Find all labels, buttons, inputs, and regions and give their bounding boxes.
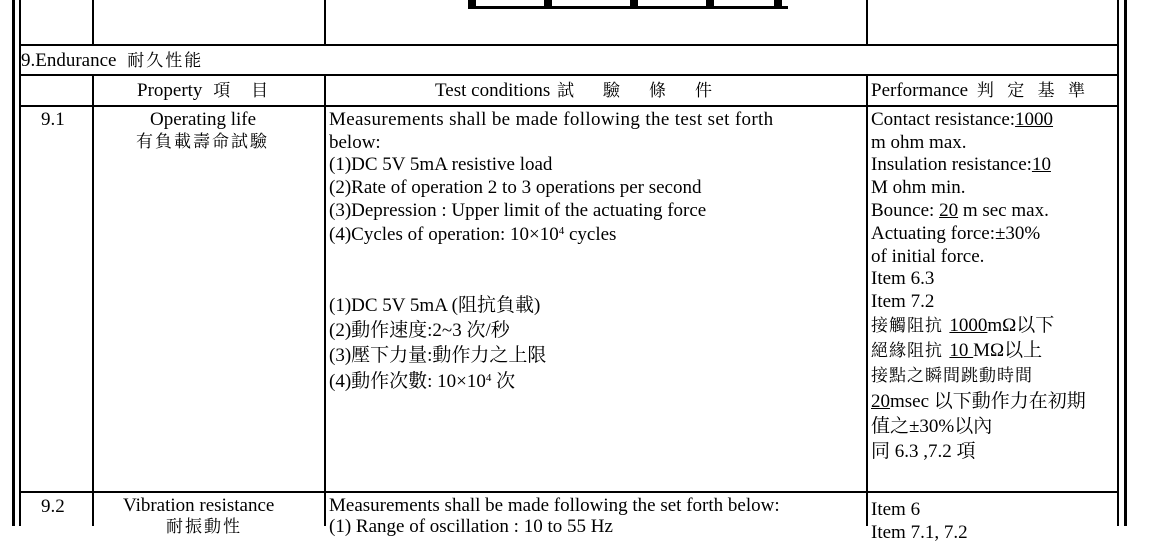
performance-line: of initial force.	[871, 246, 985, 267]
performance-value: 10	[1031, 154, 1051, 175]
rule-section-title	[19, 74, 1119, 76]
outer-border-right	[1124, 0, 1127, 526]
section-title-en: 9.Endurance	[21, 50, 117, 71]
condition-line-zh: (3)壓下力量:動作力之上限	[329, 345, 547, 366]
condition-line-zh: (2)動作速度:2~3 次/秒	[329, 320, 510, 341]
outer-border-right-inner	[1117, 0, 1119, 526]
condition-text: cycles	[564, 224, 617, 245]
condition-line: below:	[329, 132, 381, 153]
performance-line-zh	[871, 314, 1054, 338]
condition-text: 次	[491, 371, 516, 392]
performance-text: m sec max.	[958, 200, 1049, 221]
performance-text: MΩ以上	[973, 340, 1043, 361]
performance-text: msec 以下動作力在初期	[890, 391, 1086, 412]
condition-line-zh	[329, 370, 515, 393]
condition-line: Measurements shall be made following the test set forth	[329, 109, 774, 130]
figure-fragment	[460, 0, 800, 12]
performance-line-zh	[871, 339, 1042, 363]
performance-value: 1000	[949, 315, 988, 336]
header-performance	[871, 79, 1089, 103]
performance-value: 1000	[1015, 109, 1054, 130]
header-property	[137, 79, 270, 103]
performance-text: Contact resistance:	[871, 109, 1016, 130]
row-number: 9.1	[41, 109, 65, 130]
col-sep-1b	[92, 76, 94, 526]
header-test-conditions-en: Test conditions	[435, 80, 551, 101]
exponent: 4	[558, 225, 565, 237]
performance-line-zh: 接點之瞬間跳動時間	[871, 366, 1033, 386]
condition-text: (4)動作次數: 10×10	[329, 371, 486, 392]
header-test-conditions	[435, 79, 718, 103]
header-performance-zh: 判 定 基 準	[976, 81, 1090, 101]
condition-line: (1) Range of oscillation : 10 to 55 Hz	[329, 516, 613, 537]
performance-value: 20	[939, 200, 959, 221]
performance-line: M ohm min.	[871, 177, 966, 198]
performance-line	[871, 108, 1053, 131]
property-name: Vibration resistance	[123, 495, 275, 516]
performance-value: 10	[949, 340, 974, 361]
property-name-zh: 耐振動性	[166, 517, 242, 537]
header-property-en: Property	[137, 80, 203, 101]
performance-text: Bounce:	[871, 200, 940, 221]
outer-border-left-inner	[19, 0, 21, 526]
performance-line	[871, 153, 1051, 176]
condition-line-zh: (1)DC 5V 5mA (阻抗負載)	[329, 295, 541, 316]
header-property-zh: 項 目	[213, 81, 271, 101]
section-title-zh: 耐久性能	[127, 51, 204, 71]
exponent: 4	[485, 372, 492, 384]
condition-text: (4)Cycles of operation: 10×10	[329, 224, 559, 245]
performance-line-zh: 同 6.3 ,7.2 項	[871, 441, 976, 462]
header-test-conditions-zh: 試 驗 條 件	[557, 81, 719, 101]
performance-text: 絕緣阻抗	[871, 341, 950, 361]
performance-line: m ohm max.	[871, 132, 967, 153]
performance-line: Item 6.3	[871, 268, 935, 289]
performance-line: Item 6	[871, 499, 921, 520]
property-name: Operating life	[150, 109, 257, 130]
performance-line: Item 7.2	[871, 291, 935, 312]
section-title	[21, 49, 203, 73]
col-sep-3b	[866, 76, 868, 526]
outer-border-left	[12, 0, 15, 526]
performance-value: 20	[871, 391, 890, 412]
col-sep-3	[866, 0, 868, 46]
rule-row-9-1	[19, 491, 1119, 493]
condition-line: (2)Rate of operation 2 to 3 operations per second	[329, 177, 702, 198]
col-sep-2	[324, 0, 326, 46]
performance-line-zh: 值之±30%以內	[871, 416, 993, 437]
rule-header	[19, 105, 1119, 107]
performance-line-zh	[871, 390, 1086, 413]
performance-line: Item 7.1, 7.2	[871, 522, 968, 543]
col-sep-2b	[324, 76, 326, 526]
property-name-zh: 有負載壽命試驗	[136, 132, 269, 152]
header-performance-en: Performance	[871, 80, 969, 101]
col-sep-1	[92, 0, 94, 46]
performance-text: 接觸阻抗	[871, 316, 950, 336]
performance-line: Actuating force:±30%	[871, 223, 1041, 244]
rule-top-section	[19, 44, 1119, 46]
condition-line: Measurements shall be made following the set forth below:	[329, 495, 780, 516]
row-number: 9.2	[41, 496, 65, 517]
performance-text: mΩ以下	[987, 315, 1055, 336]
performance-text: Insulation resistance:	[871, 154, 1032, 175]
condition-line: (1)DC 5V 5mA resistive load	[329, 154, 553, 175]
condition-line: (3)Depression : Upper limit of the actuating force	[329, 200, 707, 221]
condition-line	[329, 223, 616, 246]
performance-line	[871, 199, 1049, 222]
